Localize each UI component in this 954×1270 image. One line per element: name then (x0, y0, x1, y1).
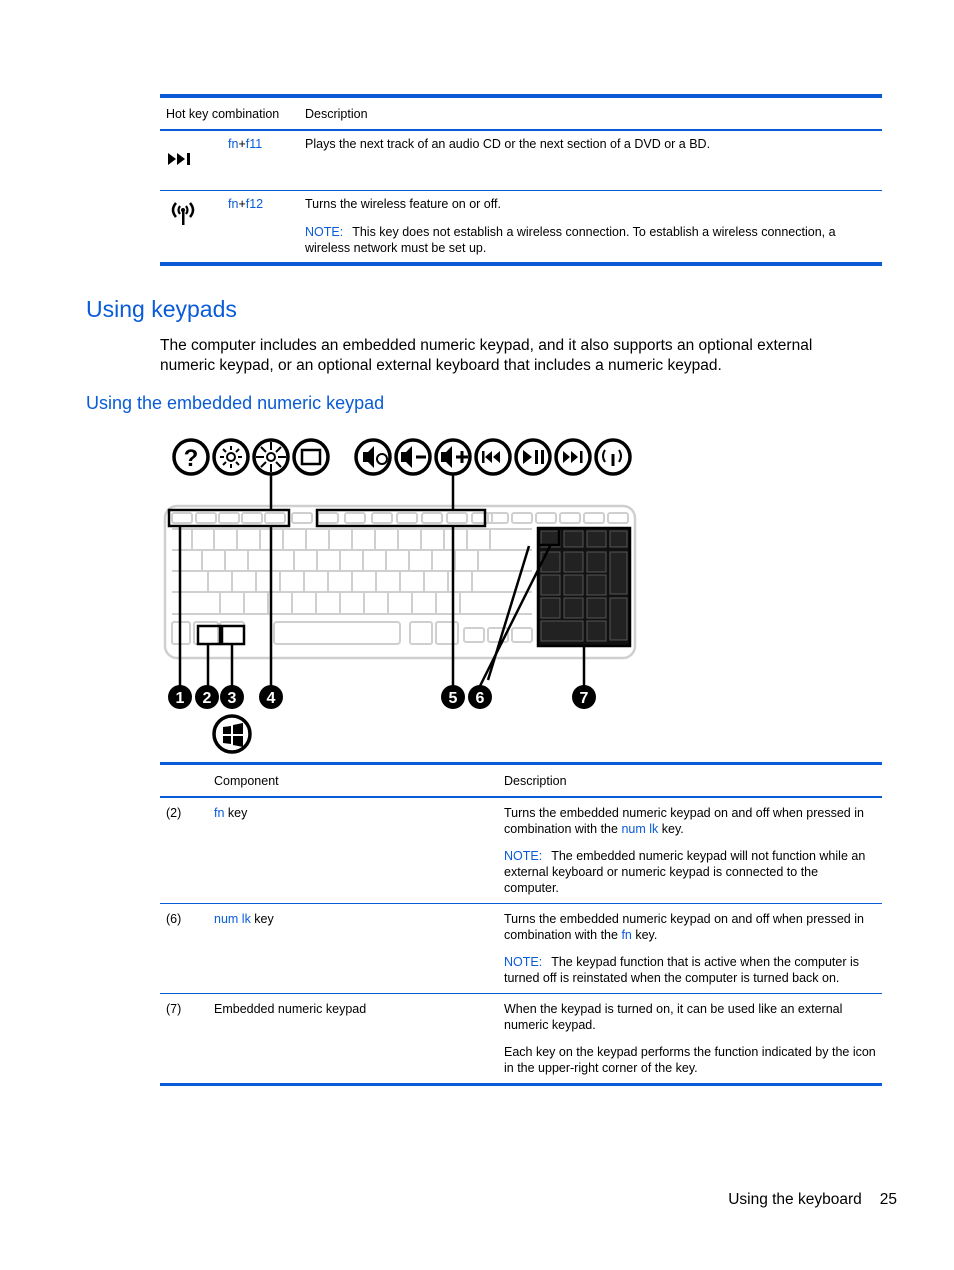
component-description: When the keypad is turned on, it can be used like an external numeric keypad. Each key on the keypad performs the function indicated by the icon in the upper-right corner of the key. (504, 1002, 876, 1075)
footer-section: Using the keyboard (728, 1191, 862, 1208)
windows-icon (214, 716, 250, 752)
component-id: (2) (160, 797, 208, 904)
hotkey-fn-f12 (228, 197, 263, 232)
f11-key-link[interactable]: f11 (245, 137, 263, 151)
note-text: The keypad function that is active when the computer is turned off is reinstated when the computer is turned back on. (504, 955, 860, 985)
wireless-icon (166, 197, 228, 232)
component-description: Turns the embedded numeric keypad on and off when pressed in combination with the num lk key. NOTE: The embedded numeric keypad will not function while an external keyboard or numeric keypad is connected to the computer. (498, 797, 882, 904)
note (504, 848, 876, 896)
note-text: The embedded numeric keypad will not function while an external keyboard or numeric keypad is connected to the computer. (504, 849, 866, 895)
component-name: fn key (208, 797, 498, 904)
callout-1 (168, 685, 192, 709)
plus-sign: + (238, 197, 246, 211)
wireless-icon (596, 440, 630, 474)
header-hotkey-combination: Hot key combination (160, 96, 299, 130)
svg-text:?: ? (183, 445, 199, 472)
note-label: NOTE: (504, 955, 543, 969)
svg-text:4: 4 (266, 690, 276, 707)
component-table (160, 762, 882, 1086)
svg-text:5: 5 (448, 690, 458, 707)
highlight-fn-key (198, 626, 220, 644)
volume-up-icon (436, 440, 470, 474)
page-footer (728, 1191, 897, 1209)
callout-7 (572, 685, 596, 709)
section-title: Using keypads (86, 296, 237, 322)
fn-key-link[interactable]: fn (228, 197, 239, 211)
hotkey-cell (160, 130, 299, 191)
next-track-icon (556, 440, 590, 474)
header-description: Description (498, 764, 882, 798)
brightness-down-icon (214, 440, 248, 474)
hotkey-cell (160, 191, 299, 265)
table-row (160, 904, 882, 994)
keyboard-figure (160, 428, 640, 760)
note-text: This key does not establish a wireless connection. To establish a wireless connection, a wireless network must be set up. (305, 225, 836, 255)
table-row (160, 191, 882, 265)
intro-paragraph: The computer includes an embedded numeric keypad, and it also supports an optional external numeric keypad, or an optional external keyboard that includes a numeric keypad. (160, 337, 813, 374)
fn-key-link[interactable]: fn (621, 928, 632, 942)
plus-sign: + (238, 137, 246, 151)
note-label: NOTE: (504, 849, 543, 863)
subsection-title: Using the embedded numeric keypad (86, 393, 385, 413)
note (504, 954, 876, 986)
note-label: NOTE: (305, 225, 344, 239)
note (305, 224, 876, 256)
callout-4 (259, 685, 283, 709)
fn-key-link[interactable]: fn (214, 806, 225, 820)
mute-icon (356, 440, 390, 474)
svg-text:1: 1 (175, 690, 185, 707)
svg-text:2: 2 (202, 690, 212, 707)
svg-text:3: 3 (227, 690, 237, 707)
hotkey-fn-f11 (228, 137, 262, 170)
component-name: num lk key (208, 904, 498, 994)
hotkey-description: Plays the next track of an audio CD or the next section of a DVD or a BD. (299, 130, 882, 191)
num-lk-link[interactable]: num lk (621, 822, 659, 836)
brightness-up-icon (254, 440, 288, 474)
table-row (160, 130, 882, 191)
component-id: (7) (166, 1002, 182, 1016)
volume-down-icon (396, 440, 430, 474)
previous-track-icon (476, 440, 510, 474)
help-icon (174, 440, 208, 474)
f12-key-link[interactable]: f12 (245, 197, 264, 211)
callout-2 (195, 685, 219, 709)
table-row (160, 797, 882, 904)
next-track-icon (166, 137, 228, 170)
hotkey-table (160, 94, 882, 266)
component-name: Embedded numeric keypad (214, 1002, 367, 1016)
svg-text:7: 7 (579, 690, 589, 707)
hotkey-description: Turns the wireless feature on or off. (305, 197, 501, 211)
header-component: Component (208, 764, 498, 798)
callout-3 (220, 685, 244, 709)
num-lk-link[interactable]: num lk (214, 912, 251, 926)
header-description: Description (299, 96, 882, 130)
callout-5 (441, 685, 465, 709)
svg-text:6: 6 (475, 690, 485, 707)
component-id: (6) (160, 904, 208, 994)
play-pause-icon (516, 440, 550, 474)
table-row (160, 994, 882, 1085)
callout-6 (468, 685, 492, 709)
hotkey-description-cell (299, 191, 882, 265)
page-number: 25 (879, 1191, 897, 1208)
fn-key-link[interactable]: fn (228, 137, 239, 151)
highlight-windows-key (222, 626, 244, 644)
component-description: Turns the embedded numeric keypad on and off when pressed in combination with the fn key. NOTE: The keypad function that is active when the computer is turned off is reinstated when the computer is turned back on. (498, 904, 882, 994)
display-switch-icon (294, 440, 328, 474)
